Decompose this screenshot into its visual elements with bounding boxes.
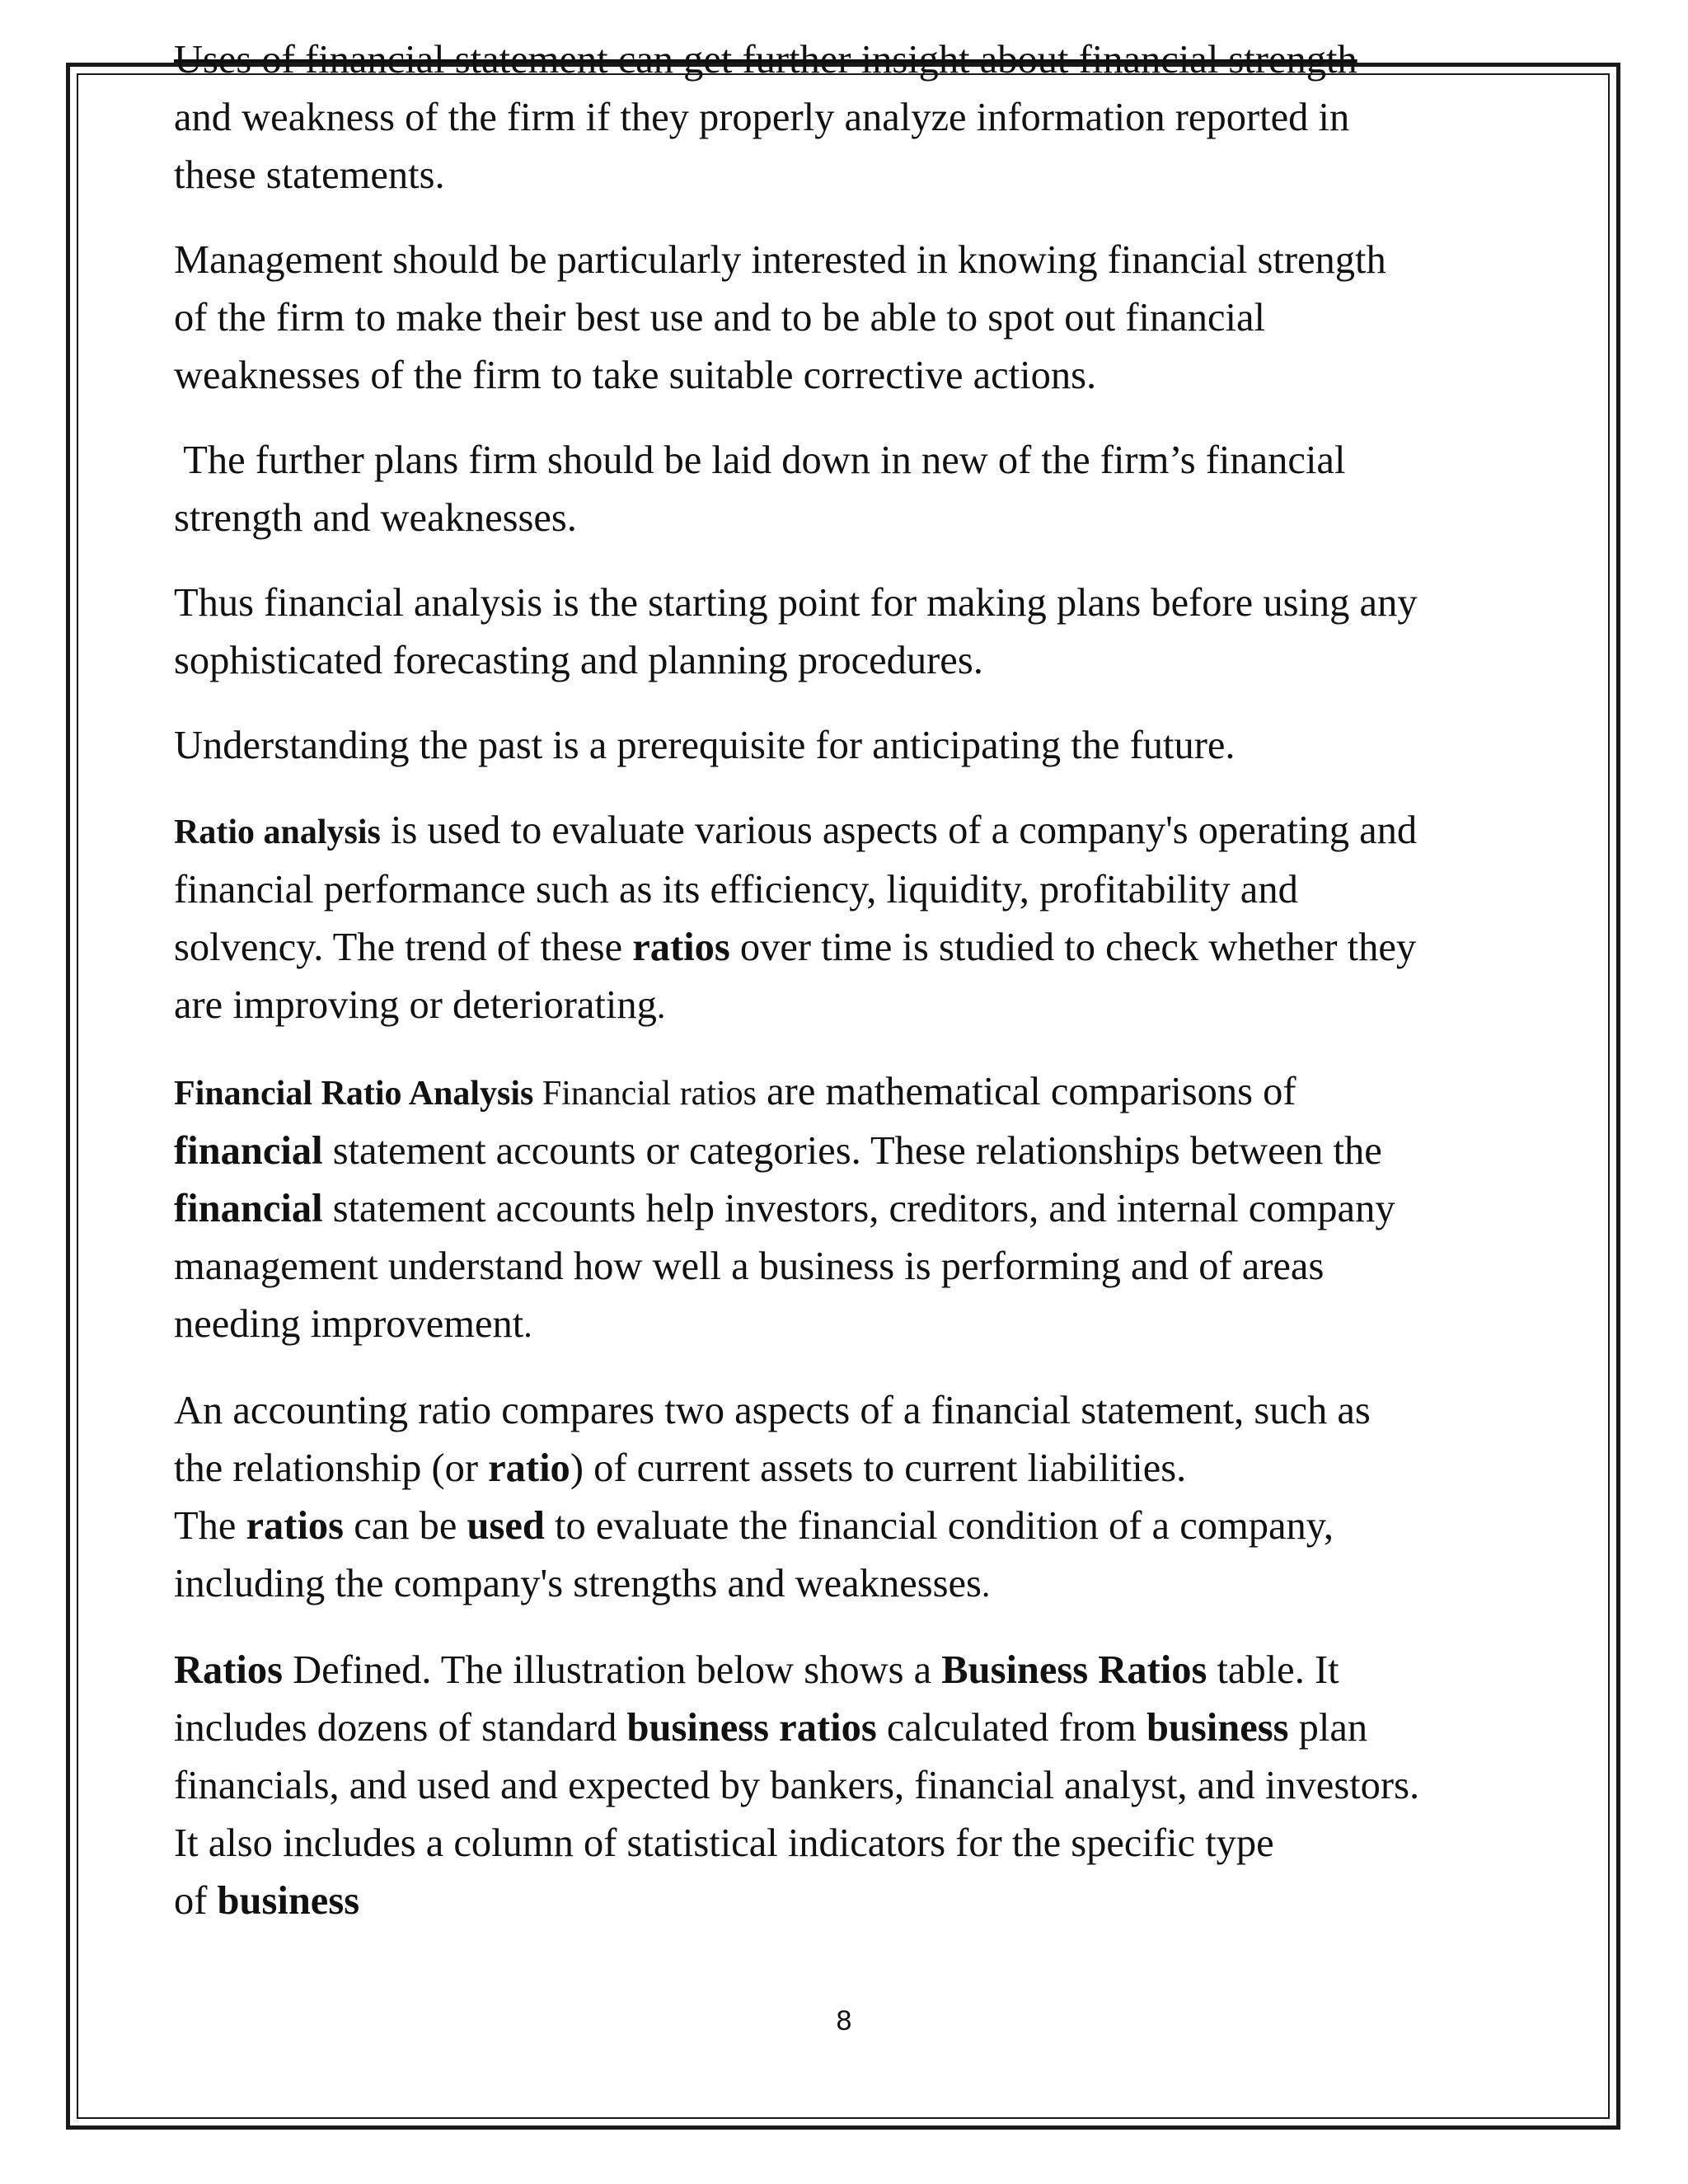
text-run: ) of current assets to current liabilities. [570,1446,1187,1490]
text-run: solvency. The trend of these [174,926,633,969]
paragraph-ratio-analysis [174,802,1559,1036]
text-line: management understand how well a business is performing and of areas [174,1244,1325,1288]
text-line: of the firm to make their best use and to be able to spot out financial [174,296,1265,340]
text-line: and weakness of the firm if they properly analyze information reported in [174,96,1350,139]
bold-business-ratios: business ratios [626,1706,877,1750]
bold-ratio: ratio [488,1446,570,1490]
term-financial-ratio-analysis: Financial Ratio Analysis [174,1075,534,1113]
text-line: Management should be particularly interested in knowing financial strength [174,238,1386,282]
text-line [174,1063,1559,1122]
text-run: plan [1288,1706,1368,1750]
bold-business: business [217,1879,360,1923]
text-run: needing improvement [174,1302,524,1346]
text-run: . [523,1307,532,1345]
text-run: includes dozens of standard [174,1706,627,1750]
document-body [174,31,1559,1930]
text-line: The further plans firm should be laid down in new of the firm’s financial [174,438,1346,482]
text-run: of [174,1879,218,1923]
text-line [174,1180,1559,1238]
bold-financial: financial [174,1129,323,1173]
text-line [174,1642,1559,1699]
text-run: statement accounts or categories. These relationships between the [322,1129,1382,1173]
text-line: sophisticated forecasting and planning procedures. [174,639,983,682]
text-line: financial performance such as its efficiency, liquidity, profitability and [174,868,1298,912]
text-run: calculated from [876,1706,1146,1750]
paragraph-understanding-past [174,717,1559,775]
bold-used: used [467,1504,545,1548]
text-run: statement accounts help investors, creditors, and internal company [322,1187,1395,1230]
bold-ratios: ratios [246,1504,345,1548]
page-number: 8 [836,2005,852,2036]
text-line: It also includes a column of statistical indicators for the specific type [174,1821,1274,1865]
text-line [174,1296,1559,1355]
text-line [174,1122,1559,1180]
text-line [174,1497,1559,1555]
text-run: . [656,988,666,1026]
term-ratio-analysis: Ratio analysis [174,813,381,851]
bold-business: business [1146,1706,1289,1750]
text-run: to evaluate the financial condition of a company, [544,1504,1334,1548]
text-line [174,977,1559,1036]
text-line: these statements. [174,153,445,197]
text-run: is used to evaluate various aspects of a company's operating and [380,808,1418,852]
text-line [174,1555,1559,1615]
text-line [174,1872,1559,1930]
text-line [174,919,1559,977]
text-run: are mathematical comparisons of [757,1070,1296,1113]
paragraph-ratios-defined [174,1642,1559,1930]
text-line [174,1699,1559,1757]
text-run: the relationship (or [174,1446,489,1490]
bold-ratios: ratios [632,926,730,969]
bold-ratios: Ratios [174,1648,284,1692]
paragraph-financial-analysis [174,574,1559,690]
text-run: can be [344,1504,467,1548]
text-run: Defined. The illustration below shows a [283,1648,942,1692]
text-run: over time is studied to check whether they [729,926,1417,969]
text-line: Understanding the past is a prerequisite for anticipating the future. [174,724,1236,767]
text-run: including the company's strengths and weaknesses [174,1562,982,1605]
bold-business-ratios: Business Ratios [941,1648,1207,1692]
text-line: Uses of financial statement can get further insight about financial strength [174,38,1357,82]
bold-financial: financial [174,1187,323,1230]
text-line: An accounting ratio compares two aspects of a financial statement, such as [174,1389,1371,1432]
text-run: Financial ratios [533,1075,757,1113]
text-run: table. It [1207,1648,1339,1692]
paragraph-further-plans [174,432,1559,547]
text-run: . [981,1567,991,1605]
text-line [174,1440,1559,1497]
text-run: are improving or deteriorating [174,983,657,1027]
paragraph-accounting-ratio [174,1382,1559,1615]
paragraph-management [174,232,1559,405]
text-line: weaknesses of the firm to take suitable corrective actions. [174,354,1097,397]
paragraph-financial-ratio-analysis [174,1063,1559,1355]
text-line [174,802,1559,861]
text-run: The [174,1504,246,1548]
text-line: financials, and used and expected by bankers, financial analyst, and investors. [174,1764,1420,1807]
text-line: strength and weaknesses. [174,496,577,540]
text-line: Thus financial analysis is the starting point for making plans before using any [174,581,1418,625]
paragraph-uses-of-financial-statement [174,31,1559,204]
